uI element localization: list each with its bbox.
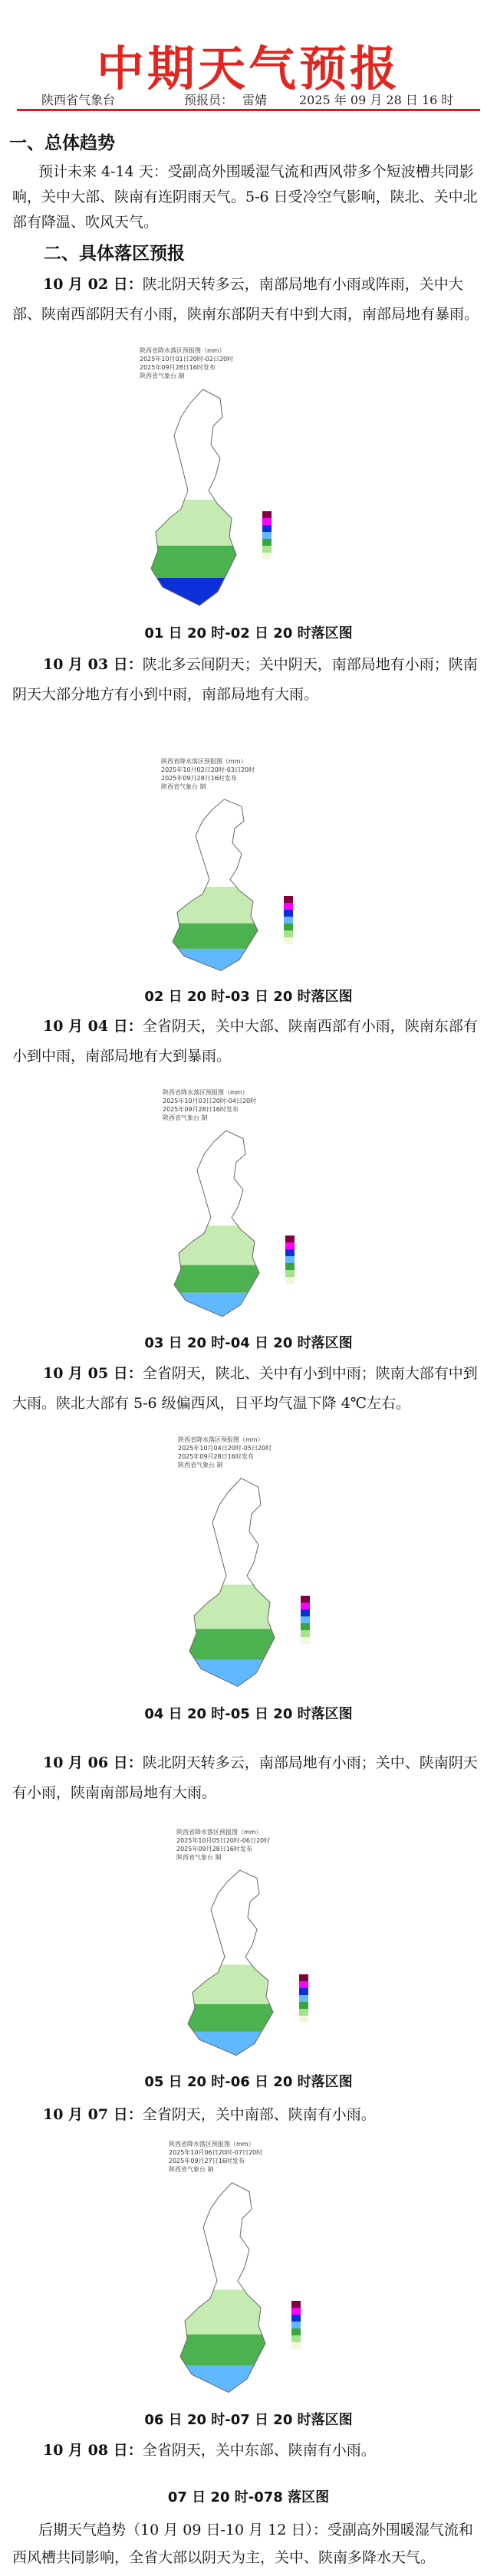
precipitation-map bbox=[169, 2140, 322, 2401]
legend-swatch bbox=[301, 1630, 310, 1637]
legend-swatch bbox=[262, 511, 272, 518]
day-date: 10 月 03 日： bbox=[43, 656, 143, 673]
legend-swatch bbox=[285, 1263, 295, 1270]
rain-band bbox=[163, 1293, 278, 1324]
map-header bbox=[163, 1088, 256, 1122]
legend-swatch bbox=[262, 518, 272, 525]
map-header bbox=[161, 757, 255, 791]
day-date: 10 月 05 日： bbox=[43, 1365, 143, 1382]
map-header-line: 陕西省气象台 制 bbox=[178, 1462, 223, 1468]
later-trend-text: 后期天气趋势（10 月 09 日-10 月 12 日）：受副高外围暖湿气流和西风槽共同影响，全省大部以阴天为主，关中、陕南多降水天气。 bbox=[12, 2522, 473, 2566]
map-header-line: 陕西省降水落区预报图（mm） bbox=[176, 1829, 262, 1836]
legend-swatch bbox=[285, 1277, 295, 1284]
map-header bbox=[176, 1828, 270, 1862]
map-caption: 03 日 20 时-04 日 20 时落区图 bbox=[144, 1335, 353, 1351]
day-forecast-text bbox=[12, 1748, 482, 1808]
map-legend bbox=[291, 2301, 301, 2349]
map-graphic bbox=[161, 796, 314, 978]
issuing-org: 陕西省气象台 bbox=[41, 93, 116, 107]
overview-text: 预计未来 4-14 天：受副高外围暖湿气流和西风带多个短波槽共同影响，关中大部、陕南有连阴雨天气。5-6 日受冷空气影响，陕北、关中北部有降温、吹风天气。 bbox=[12, 163, 478, 231]
map-legend bbox=[301, 1596, 310, 1644]
map-header-line: 陕西省降水落区预报图（mm） bbox=[178, 1436, 264, 1443]
header-divider bbox=[17, 109, 480, 111]
map-caption: 05 日 20 时-06 日 20 时落区图 bbox=[144, 2074, 353, 2090]
section-heading-details: 二、具体落区预报 bbox=[44, 244, 185, 264]
map-legend bbox=[262, 511, 272, 560]
legend-swatch bbox=[299, 1981, 308, 1988]
rain-band bbox=[161, 924, 276, 949]
rain-band bbox=[140, 385, 255, 500]
map-header-line: 陕西省降水落区预报图（mm） bbox=[169, 2141, 255, 2148]
legend-swatch bbox=[262, 532, 272, 539]
map-header-line: 陕西省降水落区预报图（mm） bbox=[140, 347, 225, 354]
map-header-line: 2025年09月28日16时发布 bbox=[161, 775, 237, 782]
legend-swatch bbox=[291, 2315, 301, 2322]
day-description: 全省阴天，关中大部、陕南西部有小雨，陕南东部有小到中雨，南部局地有大到暴雨。 bbox=[12, 1018, 478, 1065]
map-header-line: 陕西省气象台 制 bbox=[176, 1854, 222, 1861]
precipitation-map bbox=[161, 757, 314, 978]
day-description: 陕北多云间阴天；关中阴天，南部局地有小雨；陕南阴天大部分地方有小到中雨，南部局地有大雨。 bbox=[12, 656, 478, 703]
day-date: 10 月 02 日： bbox=[43, 276, 143, 293]
day-description: 陕北阴天转多云，南部局地有小雨；关中、陕南阴天有小雨，陕南南部局地有大雨。 bbox=[12, 1754, 478, 1801]
day-date: 10 月 08 日： bbox=[43, 2442, 143, 2459]
map-header bbox=[178, 1436, 272, 1469]
legend-swatch bbox=[291, 2335, 301, 2342]
legend-swatch bbox=[299, 2009, 308, 2016]
legend-swatch bbox=[301, 1610, 310, 1616]
map-header-line: 2025年10月01日20时-02日20时 bbox=[140, 356, 234, 363]
rain-band bbox=[178, 1660, 293, 1695]
map-caption: 06 日 20 时-07 日 20 时落区图 bbox=[144, 2412, 353, 2428]
map-header-line: 2025年10月05日20时-06日20时 bbox=[176, 1837, 271, 1844]
legend-swatch bbox=[284, 930, 293, 937]
day-date: 10 月 06 日： bbox=[43, 1754, 143, 1771]
map-header-line: 2025年10月04日20时-05日20时 bbox=[178, 1445, 272, 1452]
day-forecast-text bbox=[12, 650, 482, 710]
rain-band bbox=[169, 2365, 284, 2401]
legend-swatch bbox=[262, 539, 272, 546]
forecaster-label: 预报员： bbox=[184, 93, 234, 107]
rain-band bbox=[140, 546, 255, 578]
rain-band bbox=[178, 1474, 293, 1585]
forecaster-name: 雷婧 bbox=[242, 93, 268, 107]
day-forecast-text bbox=[12, 2100, 482, 2130]
map-header-line: 陕西省气象台 制 bbox=[169, 2166, 214, 2173]
day-forecast-text bbox=[12, 270, 482, 330]
legend-swatch bbox=[291, 2308, 301, 2315]
rain-band bbox=[163, 1127, 278, 1226]
map-header-line: 2025年09月28日16时发布 bbox=[163, 1106, 239, 1113]
section-heading-overview: 一、总体趋势 bbox=[9, 133, 115, 153]
map-legend bbox=[299, 1974, 308, 2023]
rain-band bbox=[161, 949, 276, 978]
map-graphic bbox=[178, 1474, 331, 1695]
map-legend bbox=[285, 1235, 295, 1284]
map-caption: 02 日 20 时-03 日 20 时落区图 bbox=[144, 989, 353, 1005]
precipitation-map bbox=[163, 1088, 316, 1324]
map-header-line: 陕西省气象台 制 bbox=[163, 1114, 208, 1121]
legend-swatch bbox=[301, 1596, 310, 1603]
day-date: 10 月 04 日： bbox=[43, 1018, 143, 1035]
legend-swatch bbox=[291, 2342, 301, 2349]
legend-swatch bbox=[301, 1623, 310, 1630]
day-forecast-text bbox=[12, 1012, 482, 1071]
map-caption: 01 日 20 时-02 日 20 时落区图 bbox=[144, 625, 353, 642]
legend-swatch bbox=[299, 2016, 308, 2023]
rain-band bbox=[169, 2178, 284, 2290]
legend-swatch bbox=[284, 937, 293, 944]
map-caption: 07 日 20 时-078 落区图 bbox=[167, 2489, 330, 2505]
rain-band bbox=[176, 2032, 291, 2063]
legend-swatch bbox=[284, 896, 293, 903]
legend-swatch bbox=[284, 924, 293, 930]
legend-swatch bbox=[301, 1637, 310, 1644]
map-header-line: 2025年09月27日16时发布 bbox=[169, 2158, 245, 2164]
map-header-line: 2025年10月06日20时-07日20时 bbox=[169, 2149, 263, 2156]
map-header-line: 陕西省气象台 制 bbox=[161, 783, 206, 790]
legend-swatch bbox=[301, 1616, 310, 1623]
day-date: 10 月 07 日： bbox=[43, 2106, 143, 2123]
map-header-line: 2025年10月02日20时-03日20时 bbox=[161, 766, 255, 773]
map-caption: 04 日 20 时-05 日 20 时落区图 bbox=[144, 1706, 353, 1722]
legend-swatch bbox=[299, 1995, 308, 2002]
map-graphic bbox=[140, 385, 293, 615]
legend-swatch bbox=[285, 1249, 295, 1256]
legend-swatch bbox=[301, 1603, 310, 1610]
issue-time: 2025 年 09 月 28 日 16 时 bbox=[299, 93, 454, 107]
legend-swatch bbox=[284, 903, 293, 910]
report-header bbox=[0, 0, 497, 107]
map-graphic bbox=[176, 1866, 330, 2063]
map-graphic bbox=[163, 1127, 316, 1324]
precipitation-map bbox=[178, 1436, 331, 1695]
legend-swatch bbox=[291, 2322, 301, 2328]
day-forecast-text bbox=[12, 2436, 482, 2466]
legend-swatch bbox=[285, 1235, 295, 1242]
legend-swatch bbox=[284, 917, 293, 924]
legend-swatch bbox=[284, 910, 293, 917]
map-graphic bbox=[169, 2178, 322, 2401]
legend-swatch bbox=[291, 2328, 301, 2335]
map-header-line: 2025年09月28日16时发布 bbox=[176, 1846, 252, 1852]
map-header-line: 陕西省气象台 制 bbox=[140, 372, 185, 379]
map-header-line: 2025年10月03日20时-04日20时 bbox=[163, 1098, 257, 1104]
legend-swatch bbox=[285, 1256, 295, 1263]
map-header-line: 陕西省降水落区预报图（mm） bbox=[161, 758, 247, 765]
map-header-line: 2025年09月28日16时发布 bbox=[140, 364, 216, 371]
legend-swatch bbox=[285, 1242, 295, 1249]
precipitation-map bbox=[176, 1828, 330, 2063]
map-header bbox=[140, 346, 233, 380]
rain-band bbox=[163, 1265, 278, 1293]
report-title: 中期天气预报 bbox=[96, 41, 400, 97]
day-description: 全省阴天，关中南部、陕南有小雨。 bbox=[142, 2106, 376, 2123]
rain-band bbox=[176, 1866, 291, 1965]
day-forecast-text bbox=[12, 1359, 482, 1419]
rain-band bbox=[140, 578, 255, 615]
map-header-line: 2025年09月28日16时发布 bbox=[178, 1453, 254, 1460]
day-description: 陕北阴天转多云，南部局地有小雨或阵雨，关中大部、陕南西部阴天有小雨，陕南东部阴天有中到大雨，南部局地有暴雨。 bbox=[12, 276, 479, 323]
map-header bbox=[169, 2140, 262, 2174]
precipitation-map bbox=[161, 2477, 314, 2479]
map-legend bbox=[284, 896, 293, 944]
rain-band bbox=[178, 1629, 293, 1660]
rain-band bbox=[169, 2335, 284, 2366]
legend-swatch bbox=[299, 2002, 308, 2009]
precipitation-map bbox=[140, 346, 293, 615]
rain-band bbox=[176, 2004, 291, 2032]
legend-swatch bbox=[285, 1270, 295, 1277]
legend-swatch bbox=[262, 546, 272, 553]
map-header-line: 陕西省降水落区预报图（mm） bbox=[163, 1089, 248, 1096]
legend-swatch bbox=[291, 2301, 301, 2308]
rain-band bbox=[161, 796, 276, 887]
day-description: 全省阴天，关中东部、陕南有小雨。 bbox=[142, 2442, 376, 2459]
day-description: 全省阴天，陕北、关中有小到中雨；陕南大部有中到大雨。陕北大部有 5-6 级偏西风，日平均气温下降 4℃左右。 bbox=[12, 1365, 478, 1412]
legend-swatch bbox=[262, 525, 272, 532]
legend-swatch bbox=[299, 1974, 308, 1981]
legend-swatch bbox=[262, 553, 272, 560]
legend-swatch bbox=[299, 1988, 308, 1995]
